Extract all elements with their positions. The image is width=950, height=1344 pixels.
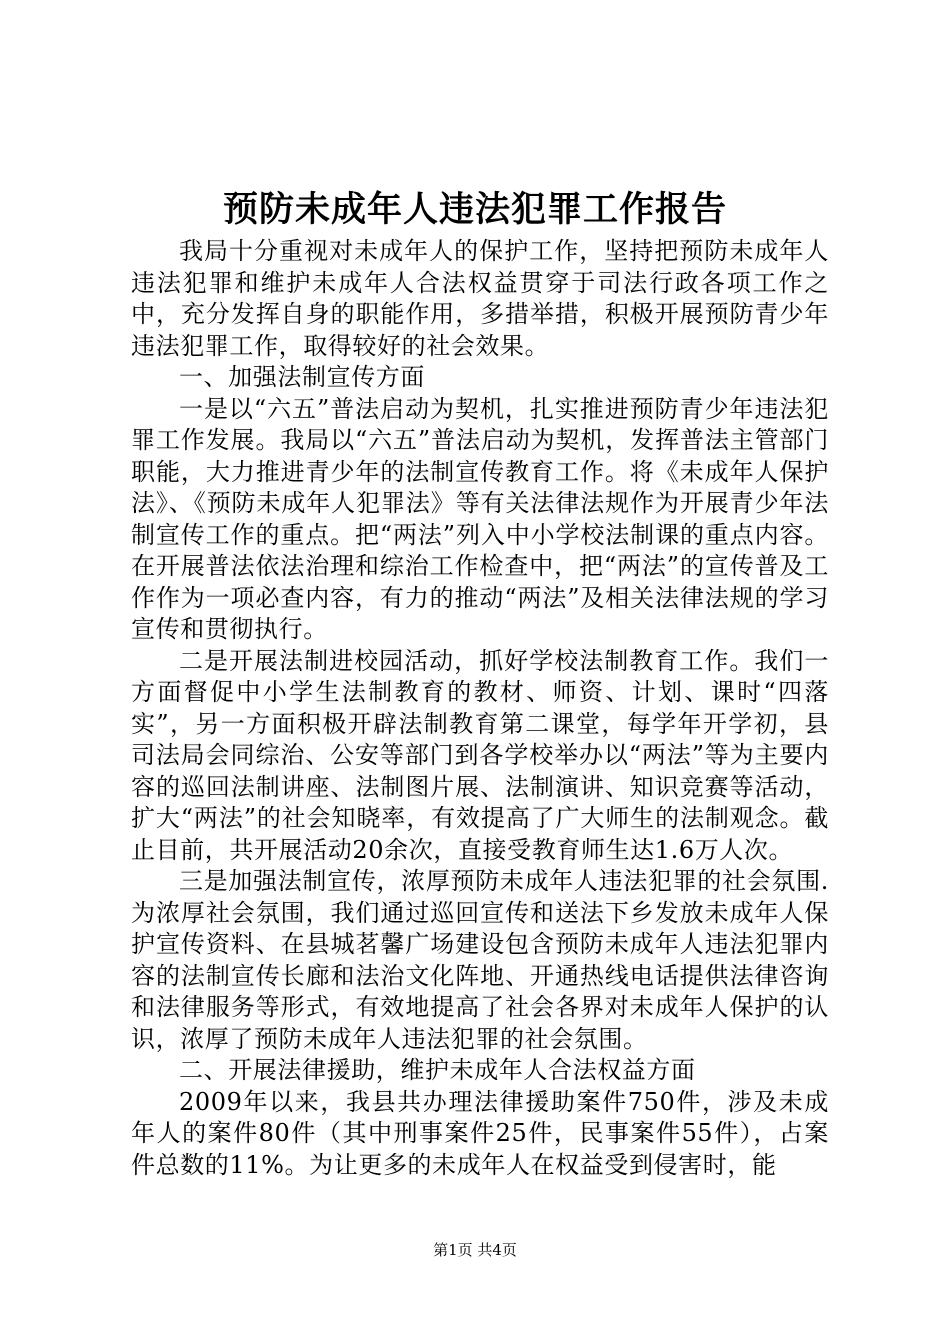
paragraph-4: 2009年以来，我县共办理法律援助案件750件，涉及未成年人的案件80件（其中刑事案件25件，民事案件55件），占案件总数的11%。为让更多的未成年人在权益受到侵害时，能 <box>131 1087 829 1179</box>
section-heading-2: 二、开展法律援助，维护未成年人合法权益方面 <box>179 1056 696 1084</box>
section-heading-1: 一、加强法制宣传方面 <box>179 363 425 391</box>
paragraph-3: 三是加强法制宣传，浓厚预防未成年人违法犯罪的社会氛围.为浓厚社会氛围，我们通过巡回宣传和送法下乡发放未成年人保护宣传资料、在县城茗馨广场建设包含预防未成年人违法犯罪内容的法制宣传长廊和法治文化阵地、开通热线电话提供法律咨询和法律服务等形式，有效地提高了社会各界对未成年人保护的认识，浓厚了预防未成年人违法犯罪的社会氛围。 <box>131 867 829 1053</box>
paragraph-intro: 我局十分重视对未成年人的保护工作，坚持把预防未成年人违法犯罪和维护未成年人合法权益贯穿于司法行政各项工作之中，充分发挥自身的职能作用，多措举措，积极开展预防青少年违法犯罪工作，取得较好的社会效果。 <box>131 237 829 360</box>
paragraph-1: 一是以“六五”普法启动为契机，扎实推进预防青少年违法犯罪工作发展。我局以“六五”普法启动为契机，发挥普法主管部门职能，大力推进青少年的法制宣传教育工作。将《未成年人保护法》、《预防未成年人犯罪法》等有关法律法规作为开展青少年法制宣传工作的重点。把“两法”列入中小学校法制课的重点内容。在开展普法依法治理和综治工作检查中，把“两法”的宣传普及工作作为一项必查内容，有力的推动“两法”及相关法律法规的学习宣传和贯彻执行。 <box>131 394 829 643</box>
document-title: 预防未成年人违法犯罪工作报告 <box>222 189 727 230</box>
page-footer: 第1页 共4页 <box>433 1241 517 1259</box>
document-body <box>131 236 829 1181</box>
paragraph-2: 二是开展法制进校园活动，抓好学校法制教育工作。我们一方面督促中小学生法制教育的教材、师资、计划、课时“四落实”，另一方面积极开辟法制教育第二课堂，每学年开学初，县司法局会同综治、公安等部门到各学校举办以“两法”等为主要内容的巡回法制讲座、法制图片展、法制演讲、知识竞赛等活动，扩大“两法”的社会知晓率，有效提高了广大师生的法制观念。截止目前，共开展活动20余次，直接受教育师生达1.6万人次。 <box>131 646 829 864</box>
